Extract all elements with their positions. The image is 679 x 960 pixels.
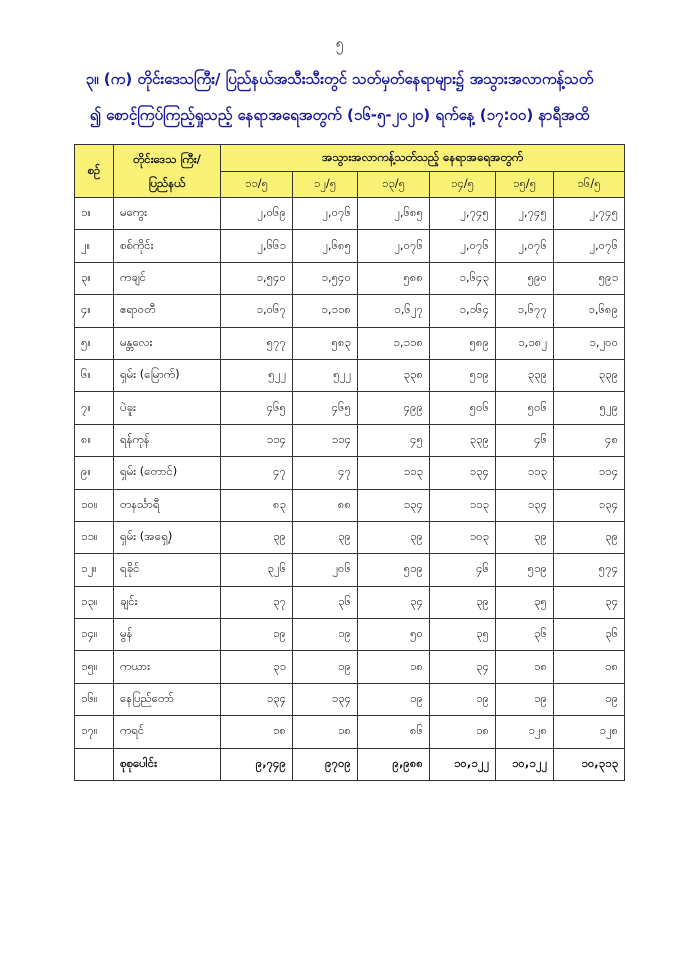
table-row xyxy=(75,457,625,489)
row-value: ၁၁၃ xyxy=(358,457,430,489)
row-value: ၂,၀၆၉ xyxy=(221,198,293,230)
table-body xyxy=(75,198,625,781)
table-row xyxy=(75,489,625,521)
table-row xyxy=(75,262,625,294)
row-serial: ၂။ xyxy=(75,230,114,262)
row-value: ၅၁၉ xyxy=(358,554,430,586)
row-value: ၅၂၂ xyxy=(221,359,293,391)
row-serial: ၁၄။ xyxy=(75,619,114,651)
row-value: ၂,၇၄၅ xyxy=(496,198,554,230)
row-value: ၁,၁၁၈ xyxy=(293,295,358,327)
total-value: ၁၀,၃၁၃ xyxy=(554,748,625,780)
row-value: ၃၅ xyxy=(496,586,554,618)
row-region-name: ကချင် xyxy=(114,262,221,294)
row-region-name: တနင်္သာရီ xyxy=(114,489,221,521)
row-value: ၁၂၈ xyxy=(496,716,554,748)
row-value: ၂,၆၆၁ xyxy=(221,230,293,262)
row-value: ၂,၆၈၅ xyxy=(293,230,358,262)
row-region-name: စစ်ကိုင်း xyxy=(114,230,221,262)
row-region-name: ချင်း xyxy=(114,586,221,618)
row-value: ၂,၀၇၆ xyxy=(293,198,358,230)
row-value: ၂,၀၇၆ xyxy=(430,230,496,262)
table-row xyxy=(75,716,625,748)
row-value: ၁,၀၆၇ xyxy=(221,295,293,327)
row-value: ၁၈ xyxy=(293,716,358,748)
header-region-label: တိုင်းဒေသ ကြီး/ ပြည်နယ် xyxy=(133,152,201,190)
row-value: ၃၆ xyxy=(496,619,554,651)
row-value: ၂,၀၇၆ xyxy=(554,230,625,262)
row-region-name: ကရင် xyxy=(114,716,221,748)
header-region xyxy=(114,145,221,198)
row-serial: ၈။ xyxy=(75,424,114,456)
row-value: ၅၂၉ xyxy=(554,392,625,424)
row-value: ၁၈ xyxy=(554,651,625,683)
row-value: ၁၁၄ xyxy=(554,457,625,489)
header-serial: စဉ် xyxy=(75,145,114,198)
table-row xyxy=(75,392,625,424)
row-region-name: မန္တလေး xyxy=(114,327,221,359)
row-value: ၃၉ xyxy=(496,521,554,553)
row-value: ၅၁၉ xyxy=(430,359,496,391)
row-value: ၁,၆၈၉ xyxy=(554,295,625,327)
row-value: ၈၃ xyxy=(221,489,293,521)
row-value: ၂,၇၄၅ xyxy=(554,198,625,230)
row-value: ၁၈ xyxy=(221,716,293,748)
document-title-line-1: ၃။ (က) တိုင်းဒေသကြီး/ ပြည်နယ်အသီးသီးတွင် သတ်မှတ်နေရာများ၌ အသွားအလာကန့်သတ် xyxy=(85,70,594,88)
row-value: ၅၇၇ xyxy=(221,327,293,359)
document-title-line-2: ၍ စောင့်ကြပ်ကြည့်ရှုသည့် နေရာအရေအတွက် (၁၆-၅-၂၀၂၀) ရက်နေ့ (၁၇:၀၀) နာရီအထိ xyxy=(89,106,590,124)
row-value: ၁၉ xyxy=(293,651,358,683)
row-value: ၈၈ xyxy=(293,489,358,521)
row-serial: ၅။ xyxy=(75,327,114,359)
row-value: ၁၈ xyxy=(496,651,554,683)
row-value: ၃၆ xyxy=(293,586,358,618)
row-value: ၃၃၉ xyxy=(496,359,554,391)
header-group: အသွားအလာကန့်သတ်သည့် နေရာအရေအတွက် xyxy=(221,145,625,172)
row-value: ၅၈၉ xyxy=(430,327,496,359)
row-value: ၁,၂၀၀ xyxy=(554,327,625,359)
restricted-locations-table xyxy=(74,144,625,781)
page-number: ၅ xyxy=(335,36,344,52)
row-value: ၁၁၄ xyxy=(293,424,358,456)
row-value: ၅၀ xyxy=(358,619,430,651)
row-value: ၁၃၄ xyxy=(293,683,358,715)
row-value: ၁၁၃ xyxy=(496,457,554,489)
row-value: ၅၂၂ xyxy=(293,359,358,391)
row-value: ၂,၆၈၅ xyxy=(358,198,430,230)
table-row xyxy=(75,619,625,651)
row-value: ၃၉ xyxy=(221,521,293,553)
row-value: ၅၇၄ xyxy=(554,554,625,586)
header-row xyxy=(75,145,625,172)
row-serial: ၄။ xyxy=(75,295,114,327)
row-serial: ၇။ xyxy=(75,392,114,424)
row-value: ၁,၆၄၃ xyxy=(430,262,496,294)
row-value: ၁,၁၈၂ xyxy=(496,327,554,359)
row-value: ၄၅ xyxy=(358,424,430,456)
table-row xyxy=(75,586,625,618)
table-row xyxy=(75,359,625,391)
row-region-name: မကွေး xyxy=(114,198,221,230)
row-value: ၁၁၄ xyxy=(221,424,293,456)
header-date-5: ၁၅/၅ xyxy=(496,172,554,198)
row-value: ၄၆၅ xyxy=(221,392,293,424)
row-value: ၂,၀၇၆ xyxy=(358,230,430,262)
row-value: ၁၉ xyxy=(293,619,358,651)
row-value: ၂၀၆ xyxy=(293,554,358,586)
row-region-name: ရှမ်း (အရှေ့) xyxy=(114,521,221,553)
row-value: ၁၉ xyxy=(554,683,625,715)
total-value: ၉,၇၄၉ xyxy=(221,748,293,780)
table-row xyxy=(75,683,625,715)
row-value: ၅၈၃ xyxy=(293,327,358,359)
header-date-1: ၁၁/၅ xyxy=(221,172,293,198)
row-serial: ၁၀။ xyxy=(75,489,114,521)
row-value: ၃၃၈ xyxy=(358,359,430,391)
row-value: ၁၃၄ xyxy=(496,489,554,521)
table-row xyxy=(75,295,625,327)
row-serial: ၁၃။ xyxy=(75,586,114,618)
row-value: ၃၉ xyxy=(554,521,625,553)
row-value: ၁၂၈ xyxy=(554,716,625,748)
total-label: စုစုပေါင်း xyxy=(114,748,221,780)
row-region-name: ကယား xyxy=(114,651,221,683)
table-row xyxy=(75,521,625,553)
row-value: ၃၁ xyxy=(221,651,293,683)
row-region-name: ရခိုင် xyxy=(114,554,221,586)
row-value: ၃၂၆ xyxy=(221,554,293,586)
row-value: ၅၉၀ xyxy=(496,262,554,294)
row-value: ၄၆ xyxy=(496,424,554,456)
total-value: ၉,၉၈၈ xyxy=(358,748,430,780)
row-value: ၃၆ xyxy=(554,619,625,651)
header-date-4: ၁၄/၅ xyxy=(430,172,496,198)
row-value: ၄၆၅ xyxy=(293,392,358,424)
total-serial-empty xyxy=(75,748,114,780)
row-value: ၄၉၉ xyxy=(358,392,430,424)
row-value: ၁,၁၆၄ xyxy=(430,295,496,327)
row-serial: ၉။ xyxy=(75,457,114,489)
row-serial: ၁၆။ xyxy=(75,683,114,715)
row-value: ၁၀၃ xyxy=(430,521,496,553)
row-value: ၄၇ xyxy=(293,457,358,489)
row-region-name: ရှမ်း (တောင်) xyxy=(114,457,221,489)
row-value: ၈၆ xyxy=(358,716,430,748)
row-value: ၃၄ xyxy=(554,586,625,618)
total-value: ၁၀,၁၂၂ xyxy=(496,748,554,780)
row-value: ၁၁၃ xyxy=(430,489,496,521)
row-value: ၅၈၈ xyxy=(358,262,430,294)
table-row xyxy=(75,651,625,683)
row-value: ၁၉ xyxy=(496,683,554,715)
row-value: ၅၀၆ xyxy=(496,392,554,424)
row-value: ၁၉ xyxy=(430,683,496,715)
row-value: ၃၉ xyxy=(430,586,496,618)
row-region-name: ရန်ကုန် xyxy=(114,424,221,456)
total-value: ၉၇၀၉ xyxy=(293,748,358,780)
row-serial: ၃။ xyxy=(75,262,114,294)
row-serial: ၆။ xyxy=(75,359,114,391)
row-value: ၃၄ xyxy=(358,586,430,618)
row-value: ၁၈ xyxy=(430,716,496,748)
total-row xyxy=(75,748,625,780)
row-value: ၄၇ xyxy=(221,457,293,489)
row-value: ၅၀၆ xyxy=(430,392,496,424)
table-row xyxy=(75,230,625,262)
row-value: ၅၉၁ xyxy=(554,262,625,294)
row-value: ၃၇ xyxy=(221,586,293,618)
row-value: ၅၁၉ xyxy=(496,554,554,586)
row-serial: ၁။ xyxy=(75,198,114,230)
row-region-name: ပဲခူး xyxy=(114,392,221,424)
row-value: ၄၆ xyxy=(430,554,496,586)
row-value: ၃၄ xyxy=(430,651,496,683)
row-value: ၁၉ xyxy=(221,619,293,651)
total-value: ၁၀,၁၂၂ xyxy=(430,748,496,780)
row-serial: ၁၅။ xyxy=(75,651,114,683)
row-value: ၃၉ xyxy=(358,521,430,553)
table-row xyxy=(75,554,625,586)
row-value: ၁,၆၂၇ xyxy=(358,295,430,327)
row-value: ၁,၁၁၈ xyxy=(358,327,430,359)
row-value: ၁,၅၄၀ xyxy=(221,262,293,294)
row-value: ၁၉ xyxy=(358,683,430,715)
row-serial: ၁၂။ xyxy=(75,554,114,586)
row-value: ၃၉ xyxy=(293,521,358,553)
row-value: ၄၈ xyxy=(554,424,625,456)
row-serial: ၁၇။ xyxy=(75,716,114,748)
row-value: ၁,၆၇၇ xyxy=(496,295,554,327)
table-row xyxy=(75,198,625,230)
row-value: ၁၃၄ xyxy=(221,683,293,715)
header-date-2: ၁၂/၅ xyxy=(293,172,358,198)
header-date-3: ၁၃/၅ xyxy=(358,172,430,198)
row-value: ၁၃၄ xyxy=(430,457,496,489)
header-date-6: ၁၆/၅ xyxy=(554,172,625,198)
row-region-name: ရှမ်း (မြောက်) xyxy=(114,359,221,391)
row-value: ၂,၇၄၅ xyxy=(430,198,496,230)
row-region-name: မွန် xyxy=(114,619,221,651)
row-value: ၁၈ xyxy=(358,651,430,683)
row-value: ၁၃၄ xyxy=(554,489,625,521)
row-region-name: ဧရာဝတီ xyxy=(114,295,221,327)
table-row xyxy=(75,327,625,359)
table-row xyxy=(75,424,625,456)
row-value: ၃၃၉ xyxy=(430,424,496,456)
row-region-name: နေပြည်တော် xyxy=(114,683,221,715)
row-value: ၁၃၄ xyxy=(358,489,430,521)
row-value: ၁,၅၄၀ xyxy=(293,262,358,294)
row-serial: ၁၁။ xyxy=(75,521,114,553)
row-value: ၃၅ xyxy=(430,619,496,651)
row-value: ၂,၀၇၆ xyxy=(496,230,554,262)
row-value: ၃၃၉ xyxy=(554,359,625,391)
